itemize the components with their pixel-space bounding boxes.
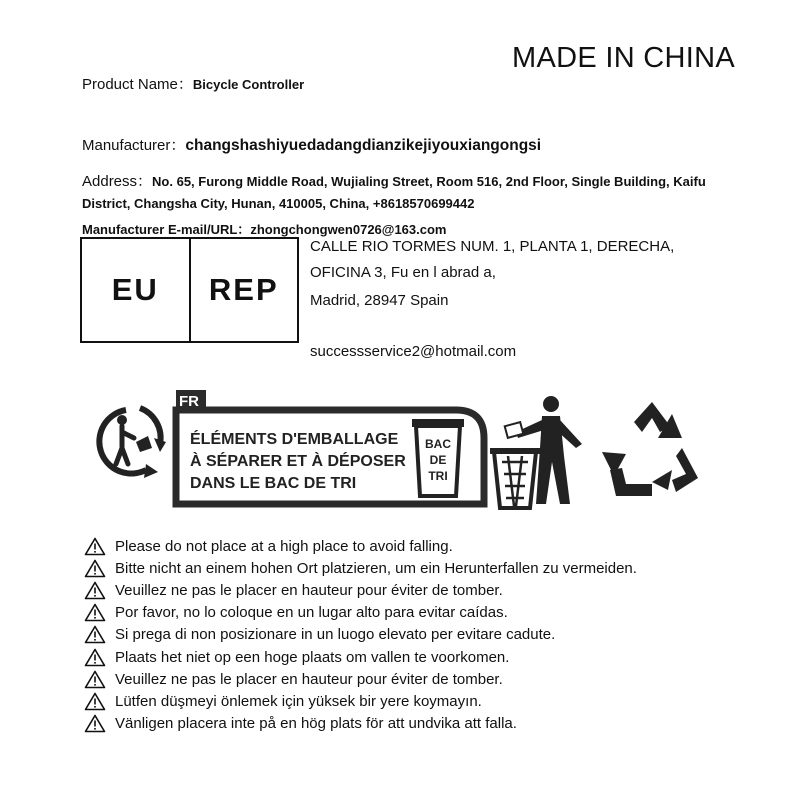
triman-line2: À SÉPARER ET À DÉPOSER [190,453,406,470]
product-name-value: Bicycle Controller [192,77,305,92]
warning-text: Si prega di non posizionare in un luogo elevato per evitare cadute. [115,626,556,643]
eu-rep-symbol [80,237,299,343]
bac-de-tri-bin-icon [412,419,464,496]
warning-text: Veuillez ne pas le placer en hauteur pour éviter de tomber. [115,582,503,599]
manufacturer-email-row [82,219,446,238]
warning-text: Bitte nicht an einem hohen Ort platzieren, um ein Herunterfallen zu vermeiden. [115,560,637,577]
triman-line3: DANS LE BAC DE TRI [190,475,357,492]
warning-triangle-icon [84,603,106,622]
recycle-arrows-icon [602,402,698,496]
eu-rep-address-line1: CALLE RIO TORMES NUM. 1, PLANTA 1, DERECHA, [310,238,675,255]
made-in-china-text: MADE IN CHINA [512,42,736,74]
warning-item [84,670,503,689]
warning-text: Please do not place at a high place to avoid falling. [115,538,453,555]
product-name-label: Product Name： [82,76,193,93]
warning-triangle-icon [84,559,106,578]
triman-recycling-banner [86,386,702,520]
warning-item [84,603,508,622]
eu-rep-right: REP [189,239,298,341]
warning-triangle-icon [84,670,106,689]
warning-item [84,692,482,711]
manufacturer-label: Manufacturer： [82,137,186,154]
bin-label-line2: DE [429,453,447,467]
warning-triangle-icon [84,714,106,733]
warning-triangle-icon [84,692,106,711]
country-code: FR [179,393,199,410]
email-label: Manufacturer E-mail/URL： [82,222,251,237]
warning-text: Lütfen düşmeyi önlemek için yüksek bir yere koymayın. [115,693,482,710]
warning-text: Plaats het niet op een hoge plaats om vallen te voorkomen. [115,649,510,666]
triman-recycling-person-icon [99,408,166,478]
warning-text: Veuillez ne pas le placer en hauteur pour éviter de tomber. [115,671,503,688]
eu-rep-left: EU [111,272,159,307]
bin-label-line3: TRI [428,469,448,483]
email-value: zhongchongwen0726@163.com [250,222,447,237]
warning-text: Por favor, no lo coloque en un lugar alto para evitar caídas. [115,604,508,621]
address-label: Address： [82,173,153,190]
warning-triangle-icon [84,581,106,600]
eu-rep-address-line2: OFICINA 3, Fu en l abrad a, [310,264,496,281]
warning-item [84,625,555,644]
warning-triangle-icon [84,648,106,667]
warning-item [84,537,453,556]
warning-item [84,648,509,667]
warning-item [84,714,517,733]
manufacturer-row [82,134,541,155]
address-row [82,171,722,215]
manufacturer-value: changshashiyuedadangdianzikejiyouxiangongsi [185,137,542,154]
triman-line1: ÉLÉMENTS D'EMBALLAGE [190,431,399,448]
warning-triangle-icon [84,625,106,644]
address-value: No. 65, Furong Middle Road, Wujialing Street, Room 516, 2nd Floor, Single Building, Kaifu District, Changsha City, Hunan, 410005, China, +8618570699442 [82,174,706,211]
eu-rep-email: successservice2@hotmail.com [310,343,517,360]
product-name-row [82,73,304,94]
warning-item [84,581,503,600]
bin-label-line1: BAC [425,437,451,451]
eu-rep-address-line3: Madrid, 28947 Spain [310,292,449,309]
warning-triangle-icon [84,537,106,556]
warning-text: Vänligen placera inte på en hög plats för att undvika att falla. [115,715,517,732]
warning-item [84,559,637,578]
person-throwing-in-bin-icon [490,396,582,508]
